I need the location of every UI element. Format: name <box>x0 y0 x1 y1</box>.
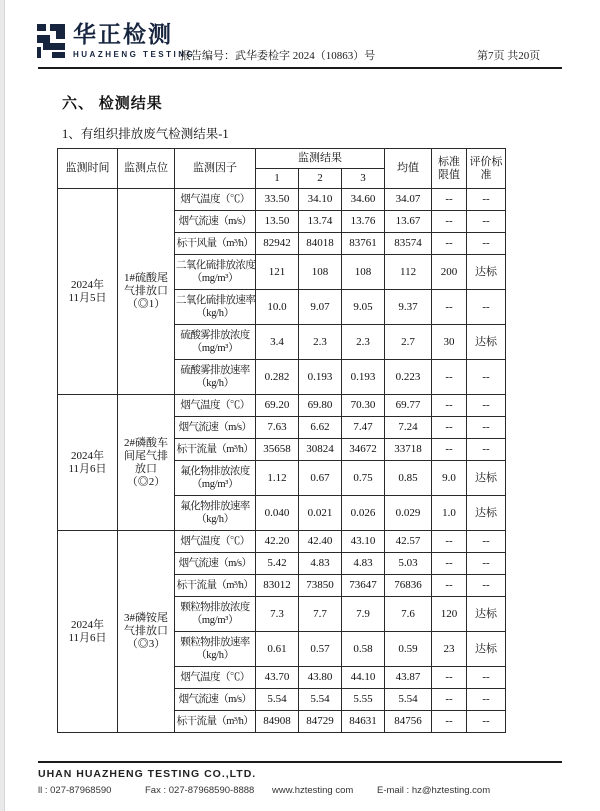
result-value-cell-1: 3.4 <box>256 325 299 360</box>
limit-value-cell: -- <box>432 575 467 597</box>
result-value-cell-1: 33.50 <box>256 189 299 211</box>
result-value-cell-1: 0.282 <box>256 360 299 395</box>
monitor-point-cell: 3#磷铵尾气排放口（◎3） <box>118 531 175 733</box>
mean-value-cell: 7.24 <box>385 417 432 439</box>
result-value-cell-1: 13.50 <box>256 211 299 233</box>
table-row <box>58 189 506 211</box>
result-value-cell-3: 13.76 <box>342 211 385 233</box>
factor-cell: 标干流量（m³/h） <box>175 439 256 461</box>
result-value-cell-3: 7.9 <box>342 597 385 632</box>
footer-contact-line <box>38 785 568 796</box>
evaluation-cell: 达标 <box>467 325 506 360</box>
col-header-limit: 标准限值 <box>432 149 467 189</box>
result-value-cell-3: 73647 <box>342 575 385 597</box>
result-value-cell-1: 0.040 <box>256 496 299 531</box>
monitor-date-cell: 2024年 11月5日 <box>58 189 118 395</box>
mean-value-cell: 43.87 <box>385 667 432 689</box>
factor-cell: 烟气流速（m/s） <box>175 553 256 575</box>
limit-value-cell: -- <box>432 360 467 395</box>
result-value-cell-2: 108 <box>299 255 342 290</box>
result-value-cell-3: 34.60 <box>342 189 385 211</box>
results-table <box>57 148 506 733</box>
result-value-cell-1: 0.61 <box>256 632 299 667</box>
evaluation-cell: -- <box>467 290 506 325</box>
footer-company-name: UHAN HUAZHENG TESTING CO.,LTD. <box>38 768 257 780</box>
result-value-cell-1: 83012 <box>256 575 299 597</box>
result-value-cell-2: 43.80 <box>299 667 342 689</box>
result-value-cell-3: 108 <box>342 255 385 290</box>
factor-cell: 烟气温度（℃） <box>175 667 256 689</box>
col-header-result-2: 2 <box>299 169 342 189</box>
monitor-date-cell: 2024年 11月6日 <box>58 395 118 531</box>
result-value-cell-1: 5.54 <box>256 689 299 711</box>
result-value-cell-3: 43.10 <box>342 531 385 553</box>
evaluation-cell: -- <box>467 711 506 733</box>
mean-value-cell: 9.37 <box>385 290 432 325</box>
result-value-cell-1: 84908 <box>256 711 299 733</box>
limit-value-cell: -- <box>432 189 467 211</box>
result-value-cell-2: 84729 <box>299 711 342 733</box>
report-number: 报告编号：武华委检字 2024（10863）号 <box>180 50 376 62</box>
evaluation-cell: 达标 <box>467 632 506 667</box>
result-value-cell-3: 2.3 <box>342 325 385 360</box>
footer-rule <box>38 761 562 763</box>
result-value-cell-2: 0.57 <box>299 632 342 667</box>
evaluation-cell: 达标 <box>467 461 506 496</box>
header-rule <box>38 67 562 69</box>
limit-value-cell: -- <box>432 439 467 461</box>
logo-text-en: HUAZHENG TESTING <box>73 50 196 59</box>
factor-cell: 二氧化硫排放速率 （kg/h） <box>175 290 256 325</box>
col-header-result-1: 1 <box>256 169 299 189</box>
evaluation-cell: 达标 <box>467 597 506 632</box>
col-header-factor: 监测因子 <box>175 149 256 189</box>
evaluation-cell: -- <box>467 667 506 689</box>
factor-cell: 二氧化硫排放浓度 （mg/m³） <box>175 255 256 290</box>
factor-cell: 硫酸雾排放浓度 （mg/m³） <box>175 325 256 360</box>
result-value-cell-2: 2.3 <box>299 325 342 360</box>
result-value-cell-1: 82942 <box>256 233 299 255</box>
col-header-point: 监测点位 <box>118 149 175 189</box>
monitor-date-cell: 2024年 11月6日 <box>58 531 118 733</box>
factor-cell: 烟气温度（℃） <box>175 189 256 211</box>
mean-value-cell: 33718 <box>385 439 432 461</box>
factor-cell: 烟气流速（m/s） <box>175 211 256 233</box>
factor-cell: 颗粒物排放浓度 （mg/m³） <box>175 597 256 632</box>
factor-cell: 标干风量（m³/h） <box>175 233 256 255</box>
page-indicator: 第7页 共20页 <box>477 50 541 62</box>
huazheng-logo-icon <box>35 22 67 60</box>
result-value-cell-2: 7.7 <box>299 597 342 632</box>
result-value-cell-3: 5.55 <box>342 689 385 711</box>
factor-cell: 烟气流速（m/s） <box>175 689 256 711</box>
result-value-cell-1: 7.63 <box>256 417 299 439</box>
mean-value-cell: 112 <box>385 255 432 290</box>
logo-text-cn: 华正检测 <box>73 22 173 47</box>
result-value-cell-2: 5.54 <box>299 689 342 711</box>
evaluation-cell: -- <box>467 439 506 461</box>
mean-value-cell: 84756 <box>385 711 432 733</box>
limit-value-cell: -- <box>432 531 467 553</box>
footer-phone: ll : 027-87968590 <box>38 785 112 796</box>
mean-value-cell: 42.57 <box>385 531 432 553</box>
col-header-time: 监测时间 <box>58 149 118 189</box>
evaluation-cell: -- <box>467 189 506 211</box>
limit-value-cell: -- <box>432 667 467 689</box>
evaluation-cell: -- <box>467 395 506 417</box>
result-value-cell-1: 5.42 <box>256 553 299 575</box>
mean-value-cell: 69.77 <box>385 395 432 417</box>
result-value-cell-2: 0.021 <box>299 496 342 531</box>
mean-value-cell: 0.029 <box>385 496 432 531</box>
result-value-cell-3: 9.05 <box>342 290 385 325</box>
col-header-mean: 均值 <box>385 149 432 189</box>
limit-value-cell: 30 <box>432 325 467 360</box>
result-value-cell-2: 30824 <box>299 439 342 461</box>
result-value-cell-1: 35658 <box>256 439 299 461</box>
evaluation-cell: -- <box>467 211 506 233</box>
limit-value-cell: -- <box>432 417 467 439</box>
section-title: 六、 检测结果 <box>62 96 163 112</box>
evaluation-cell: -- <box>467 233 506 255</box>
result-value-cell-2: 34.10 <box>299 189 342 211</box>
factor-cell: 烟气流速（m/s） <box>175 417 256 439</box>
result-value-cell-2: 13.74 <box>299 211 342 233</box>
limit-value-cell: -- <box>432 689 467 711</box>
limit-value-cell: -- <box>432 553 467 575</box>
result-value-cell-2: 9.07 <box>299 290 342 325</box>
mean-value-cell: 0.85 <box>385 461 432 496</box>
limit-value-cell: -- <box>432 211 467 233</box>
result-value-cell-3: 0.026 <box>342 496 385 531</box>
result-value-cell-2: 69.80 <box>299 395 342 417</box>
result-value-cell-2: 42.40 <box>299 531 342 553</box>
factor-cell: 氟化物排放速率 （kg/h） <box>175 496 256 531</box>
result-value-cell-3: 0.58 <box>342 632 385 667</box>
evaluation-cell: -- <box>467 531 506 553</box>
result-value-cell-3: 0.193 <box>342 360 385 395</box>
col-header-results: 监测结果 <box>256 149 385 169</box>
evaluation-cell: -- <box>467 575 506 597</box>
subsection-title: 1、有组织排放废气检测结果-1 <box>62 127 229 141</box>
mean-value-cell: 76836 <box>385 575 432 597</box>
result-value-cell-1: 1.12 <box>256 461 299 496</box>
result-value-cell-1: 121 <box>256 255 299 290</box>
results-table-body <box>58 189 506 733</box>
result-value-cell-2: 84018 <box>299 233 342 255</box>
factor-cell: 烟气温度（℃） <box>175 395 256 417</box>
result-value-cell-1: 7.3 <box>256 597 299 632</box>
mean-value-cell: 13.67 <box>385 211 432 233</box>
mean-value-cell: 2.7 <box>385 325 432 360</box>
evaluation-cell: 达标 <box>467 496 506 531</box>
limit-value-cell: -- <box>432 233 467 255</box>
result-value-cell-3: 44.10 <box>342 667 385 689</box>
limit-value-cell: 200 <box>432 255 467 290</box>
result-value-cell-1: 42.20 <box>256 531 299 553</box>
results-table-head <box>58 149 506 189</box>
footer-website: www.hztesting com <box>272 785 354 796</box>
result-value-cell-2: 6.62 <box>299 417 342 439</box>
result-value-cell-1: 43.70 <box>256 667 299 689</box>
result-value-cell-2: 4.83 <box>299 553 342 575</box>
result-value-cell-1: 10.0 <box>256 290 299 325</box>
limit-value-cell: 9.0 <box>432 461 467 496</box>
mean-value-cell: 5.03 <box>385 553 432 575</box>
table-header-row-1 <box>58 149 506 169</box>
limit-value-cell: -- <box>432 711 467 733</box>
result-value-cell-3: 70.30 <box>342 395 385 417</box>
result-value-cell-3: 34672 <box>342 439 385 461</box>
footer-fax: Fax : 027-87968590-8888 <box>145 785 255 796</box>
result-value-cell-3: 4.83 <box>342 553 385 575</box>
limit-value-cell: -- <box>432 290 467 325</box>
mean-value-cell: 7.6 <box>385 597 432 632</box>
monitor-point-cell: 1#硫酸尾气排放口（◎1） <box>118 189 175 395</box>
mean-value-cell: 83574 <box>385 233 432 255</box>
factor-cell: 烟气温度（℃） <box>175 531 256 553</box>
evaluation-cell: 达标 <box>467 255 506 290</box>
factor-cell: 硫酸雾排放速率 （kg/h） <box>175 360 256 395</box>
mean-value-cell: 0.59 <box>385 632 432 667</box>
table-row <box>58 531 506 553</box>
company-logo <box>35 22 195 60</box>
result-value-cell-2: 73850 <box>299 575 342 597</box>
limit-value-cell: 1.0 <box>432 496 467 531</box>
result-value-cell-3: 0.75 <box>342 461 385 496</box>
limit-value-cell: 120 <box>432 597 467 632</box>
evaluation-cell: -- <box>467 360 506 395</box>
result-value-cell-2: 0.67 <box>299 461 342 496</box>
factor-cell: 标干流量（m³/h） <box>175 575 256 597</box>
factor-cell: 标干流量（m³/h） <box>175 711 256 733</box>
mean-value-cell: 5.54 <box>385 689 432 711</box>
mean-value-cell: 34.07 <box>385 189 432 211</box>
factor-cell: 颗粒物排放速率 （kg/h） <box>175 632 256 667</box>
evaluation-cell: -- <box>467 417 506 439</box>
scan-edge-artifact <box>0 0 5 811</box>
result-value-cell-3: 84631 <box>342 711 385 733</box>
footer-email: E-mail : hz@hztesting.com <box>377 785 491 796</box>
result-value-cell-3: 7.47 <box>342 417 385 439</box>
table-row <box>58 395 506 417</box>
monitor-point-cell: 2#磷酸车间尾气排放口（◎2） <box>118 395 175 531</box>
factor-cell: 氟化物排放浓度 （mg/m³） <box>175 461 256 496</box>
result-value-cell-1: 69.20 <box>256 395 299 417</box>
col-header-evaluation: 评价标准 <box>467 149 506 189</box>
result-value-cell-3: 83761 <box>342 233 385 255</box>
evaluation-cell: -- <box>467 689 506 711</box>
col-header-result-3: 3 <box>342 169 385 189</box>
evaluation-cell: -- <box>467 553 506 575</box>
result-value-cell-2: 0.193 <box>299 360 342 395</box>
limit-value-cell: 23 <box>432 632 467 667</box>
limit-value-cell: -- <box>432 395 467 417</box>
mean-value-cell: 0.223 <box>385 360 432 395</box>
